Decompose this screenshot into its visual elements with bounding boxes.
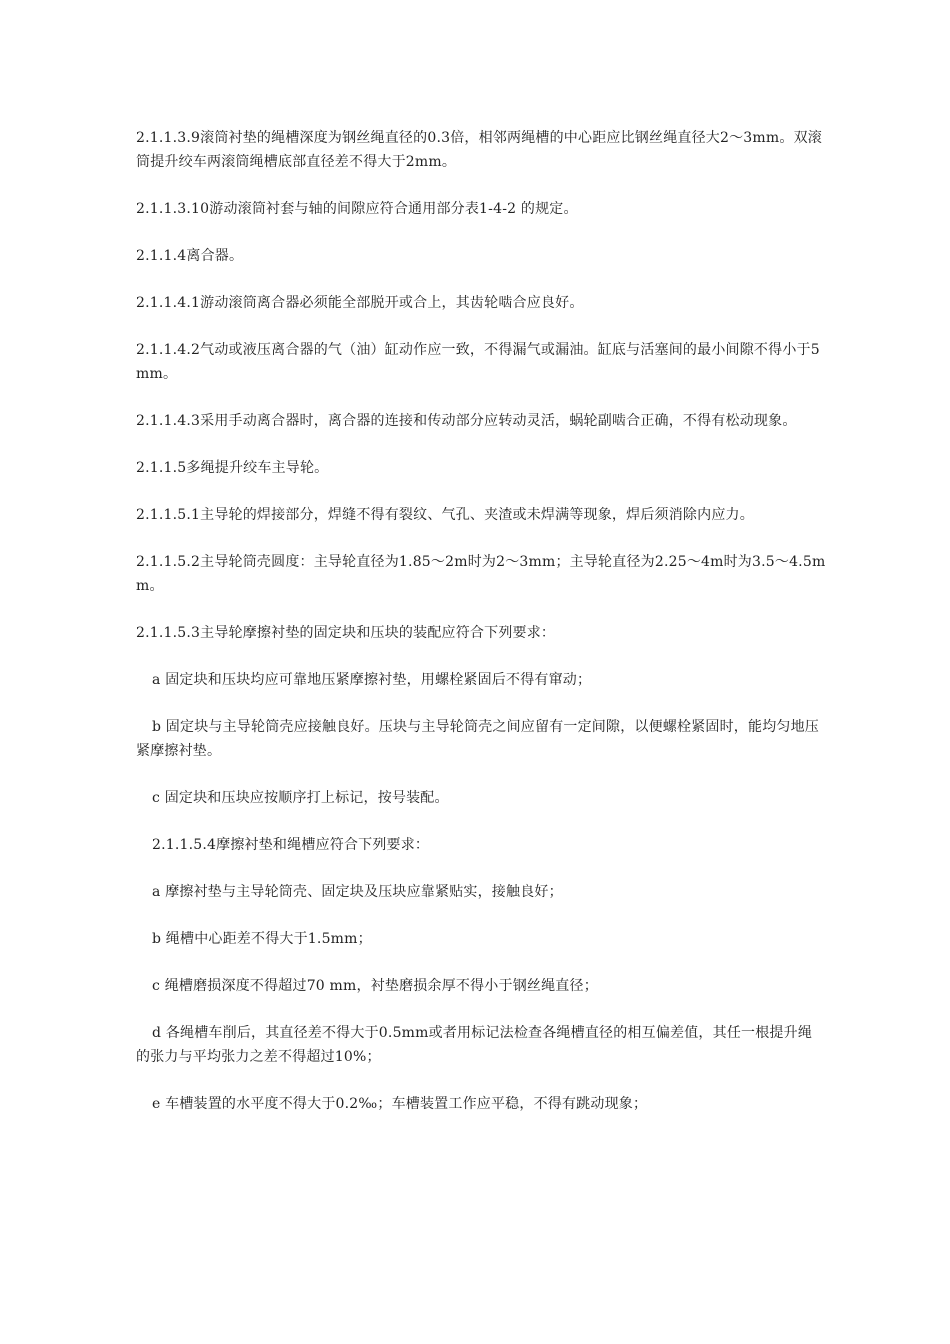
- paragraph-2-1-1-4-1: 2.1.1.4.1游动滚筒离合器必须能全部脱开或合上，其齿轮啮合应良好。: [136, 295, 584, 311]
- paragraph-2-1-1-4-2: 2.1.1.4.2气动或液压离合器的气（油）缸动作应一致，不得漏气或漏油。缸底与活塞间的最小间隙不得小于5mm。: [136, 342, 820, 382]
- list-item-c-2: c 绳槽磨损深度不得超过70 mm，衬垫磨损余厚不得小于钢丝绳直径；: [152, 978, 598, 994]
- list-item-b: b 固定块与主导轮筒壳应接触良好。压块与主导轮筒壳之间应留有一定间隙，以便螺栓紧固时，能均匀地压紧摩擦衬垫。: [136, 719, 820, 759]
- list-item-d-2: d 各绳槽车削后，其直径差不得大于0.5mm或者用标记法检查各绳槽直径的相互偏差值，其任一根提升绳的张力与平均张力之差不得超过10%；: [136, 1025, 813, 1065]
- paragraph-2-1-1-3-10: 2.1.1.3.10游动滚筒衬套与轴的间隙应符合通用部分表1-4-2 的规定。: [136, 201, 578, 217]
- paragraph-2-1-1-5-4: 2.1.1.5.4摩擦衬垫和绳槽应符合下列要求：: [152, 837, 430, 853]
- paragraph-2-1-1-3-9: 2.1.1.3.9滚筒衬垫的绳槽深度为钢丝绳直径的0.3倍，相邻两绳槽的中心距应比钢丝绳直径大2～3mm。双滚筒提升绞车两滚筒绳槽底部直径差不得大于2mm。: [136, 130, 822, 170]
- paragraph-2-1-1-5-2: 2.1.1.5.2主导轮筒壳圆度：主导轮直径为1.85～2m时为2～3mm；主导轮直径为2.25～4m时为3.5～4.5mm。: [136, 554, 826, 594]
- paragraph-2-1-1-5-1: 2.1.1.5.1主导轮的焊接部分，焊缝不得有裂纹、气孔、夹渣或未焊满等现象，焊后须消除内应力。: [136, 507, 754, 523]
- document-body: [136, 126, 826, 1139]
- list-item-b-2: b 绳槽中心距差不得大于1.5mm；: [152, 931, 372, 947]
- paragraph-2-1-1-4-3: 2.1.1.4.3采用手动离合器时，离合器的连接和传动部分应转动灵活，蜗轮副啮合正确，不得有松动现象。: [136, 413, 797, 429]
- paragraph-2-1-1-5-3: 2.1.1.5.3主导轮摩擦衬垫的固定块和压块的装配应符合下列要求：: [136, 625, 556, 641]
- list-item-c: c 固定块和压块应按顺序打上标记，按号装配。: [152, 790, 449, 806]
- list-item-a: a 固定块和压块均应可靠地压紧摩擦衬垫，用螺栓紧固后不得有窜动；: [152, 672, 592, 688]
- list-item-e-2: e 车槽装置的水平度不得大于0.2‰；车槽装置工作应平稳，不得有跳动现象；: [152, 1096, 648, 1112]
- list-item-a-2: a 摩擦衬垫与主导轮筒壳、固定块及压块应靠紧贴实，接触良好；: [152, 884, 563, 900]
- heading-2-1-1-4: 2.1.1.4离合器。: [136, 248, 244, 264]
- heading-2-1-1-5: 2.1.1.5多绳提升绞车主导轮。: [136, 460, 329, 476]
